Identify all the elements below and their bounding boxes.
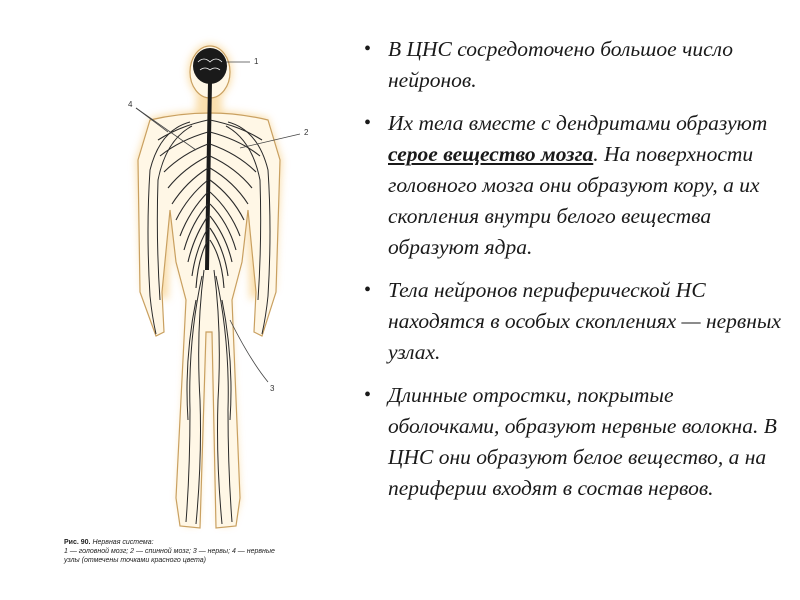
- text-panel: [362, 34, 782, 516]
- figure-caption: [64, 538, 334, 565]
- callout-brain: 1: [254, 57, 259, 66]
- bullet-text: Тела нейронов периферической НС находятся в особых скоплениях — нервных узлах.: [388, 278, 782, 364]
- brain-shape: [193, 48, 227, 84]
- body-illustration: [0, 0, 340, 600]
- caption-line-1: 1 — головной мозг; 2 — спинной мозг; 3 — нервы; 4 — нервные: [64, 548, 275, 555]
- bullet-text-before: Их тела вместе с дендритами образуют: [388, 111, 768, 135]
- caption-line-2: узлы (отмечены точками красного цвета): [64, 557, 207, 564]
- bullet-text: Длинные отростки, покрытые оболочками, образуют нервные волокна. В ЦНС они образуют белое вещество, а на периферии входят в состав нервов.: [388, 383, 777, 500]
- bullet-item-peripheral-ns: [362, 275, 782, 368]
- callout-spinal-cord: 2: [304, 128, 309, 137]
- callout-nerves: 3: [270, 384, 275, 393]
- bullet-text: В ЦНС сосредоточено большое число нейронов.: [388, 37, 734, 92]
- bullet-list: [362, 34, 782, 504]
- bullet-text-after: . На поверхности головного мозга они образуют кору, а их скопления внутри белого вещества образуют ядра.: [388, 142, 760, 259]
- bullet-item-grey-matter: [362, 108, 782, 263]
- key-term-grey-matter: серое вещество мозга: [388, 142, 594, 166]
- callout-nodes: 4: [128, 100, 133, 109]
- nervous-system-figure: [0, 0, 340, 600]
- caption-title: Нервная система:: [92, 539, 154, 546]
- caption-label: Рис. 90.: [64, 539, 91, 546]
- bullet-item-cns-neurons: [362, 34, 782, 96]
- bullet-item-nerve-fibers: [362, 380, 782, 504]
